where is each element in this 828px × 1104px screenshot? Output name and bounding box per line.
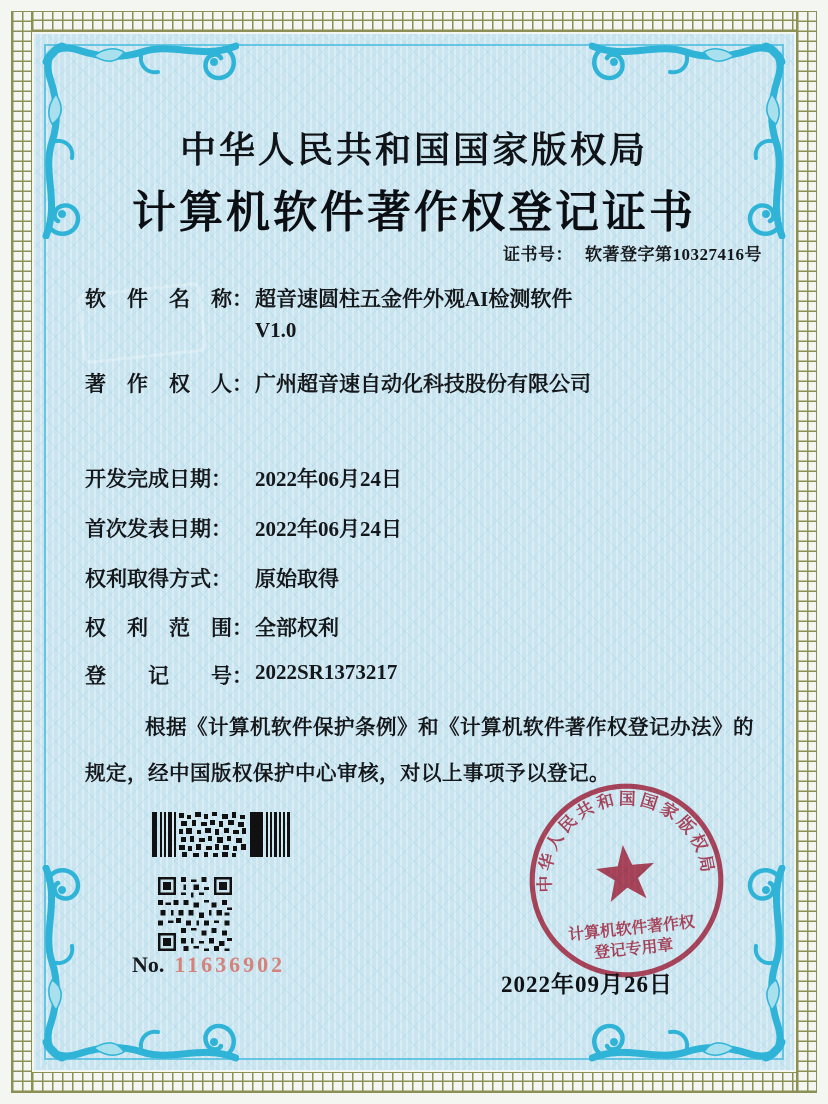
field-row-software-name xyxy=(85,283,572,313)
meander-border-top xyxy=(11,11,817,32)
field-row-first-publish-date xyxy=(85,513,402,543)
issue-date: 2022年09月26日 xyxy=(501,972,673,997)
qr-code xyxy=(158,877,232,951)
field-row-copyright-owner xyxy=(85,368,591,398)
field-value: 2022SR1373217 xyxy=(255,660,398,684)
field-row-registration-number xyxy=(85,660,397,690)
meander-border-right xyxy=(796,11,817,1093)
field-value: 超音速圆柱五金件外观AI检测软件 xyxy=(255,287,573,311)
seal-text-line2: 登记专用章 xyxy=(593,936,675,963)
certificate-number-line xyxy=(503,240,762,265)
field-value: 原始取得 xyxy=(255,567,339,591)
seal-star-icon xyxy=(594,842,658,903)
field-label: 权 利 范 围： xyxy=(85,616,253,640)
registration-statement-line1: 根据《计算机软件保护条例》和《计算机软件著作权登记办法》的 xyxy=(145,717,754,739)
field-row-dev-complete-date xyxy=(85,463,402,493)
field-label: 开发完成日期： xyxy=(85,467,232,491)
barcode xyxy=(152,812,292,857)
certificate-title: 计算机软件著作权登记证书 xyxy=(132,188,696,237)
field-label: 权利取得方式： xyxy=(85,567,232,591)
issuing-authority-title: 中华人民共和国国家版权局 xyxy=(179,130,648,170)
field-label: 首次发表日期： xyxy=(85,517,232,541)
field-row-acquisition-method xyxy=(85,563,339,593)
seal-text-line1: 计算机软件著作权 xyxy=(567,913,696,945)
serial-number-label: No. xyxy=(132,952,165,977)
field-label: 登 记 号： xyxy=(85,664,253,688)
certificate-number-label: 证书号： xyxy=(503,245,573,264)
meander-border-bottom xyxy=(11,1072,817,1093)
field-value: 全部权利 xyxy=(255,616,339,640)
serial-number-value: 11636902 xyxy=(174,952,286,977)
field-value: 广州超音速自动化科技股份有限公司 xyxy=(255,372,591,396)
field-label: 著 作 权 人： xyxy=(85,372,253,396)
field-row-rights-scope xyxy=(85,612,339,642)
field-value: 2022年06月24日 xyxy=(255,517,402,541)
field-value: 2022年06月24日 xyxy=(255,467,402,491)
software-version: V1.0 xyxy=(255,318,297,342)
registration-statement-line2: 规定，经中国版权保护中心审核，对以上事项予以登记。 xyxy=(85,763,610,785)
certificate-number-value: 软著登字第10327416号 xyxy=(585,245,762,264)
seal-ring-text: 中华人民共和国国家版权局 xyxy=(535,789,718,893)
official-seal xyxy=(514,768,739,993)
serial-number-line xyxy=(132,952,285,978)
meander-border-left xyxy=(11,11,32,1093)
field-label: 软 件 名 称： xyxy=(85,287,253,311)
